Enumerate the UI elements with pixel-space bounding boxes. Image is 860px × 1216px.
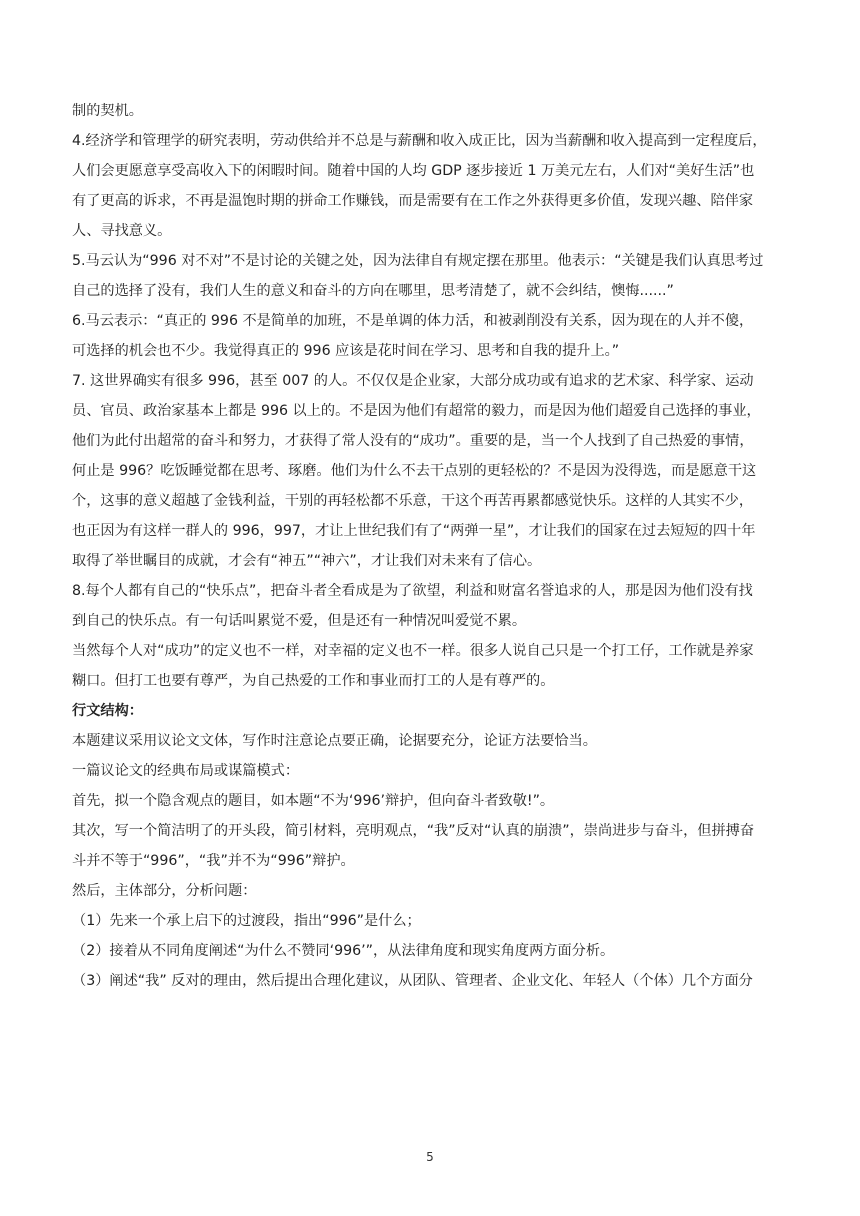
text-line: 制的契机。 [72, 103, 143, 119]
text-line: 也正因为有这样一群人的 996，997，才让上世纪我们有了“两弹一星”，才让我们的国家在过去短短的四十年 [72, 523, 756, 539]
text-line: 6.马云表示：“真正的 996 不是简单的加班，不是单调的体力活，和被剥削没有关系，因为现在的人并不傻， [72, 313, 754, 329]
text-line: 取得了举世瞩目的成就，才会有“神五”“神六”，才让我们对未来有了信心。 [72, 553, 542, 569]
document-body [72, 96, 794, 996]
text-line: 一篇议论文的经典布局或谋篇模式： [72, 763, 300, 779]
text-line: 可选择的机会也不少。我觉得真正的 996 应该是花时间在学习、思考和自我的提升上。” [72, 343, 620, 359]
text-line: 到自己的快乐点。有一句话叫累觉不爱，但是还有一种情况叫爱觉不累。 [72, 613, 527, 629]
text-line: 当然每个人对“成功”的定义也不一样，对幸福的定义也不一样。很多人说自己只是一个打工仔，工作就是养家 [72, 643, 754, 659]
text-line: 糊口。但打工也要有尊严，为自己热爱的工作和事业而打工的人是有尊严的。 [72, 673, 555, 689]
text-line: 4.经济学和管理学的研究表明，劳动供给并不总是与薪酬和收入成正比，因为当薪酬和收入提高到一定程度后， [72, 133, 767, 149]
text-line: 人们会更愿意享受高收入下的闲暇时间。随着中国的人均 GDP 逐步接近 1 万美元左右，人们对“美好生活”也 [72, 163, 755, 179]
text-line: 有了更高的诉求，不再是温饱时期的拼命工作赚钱，而是需要有在工作之外获得更多价值，发现兴趣、陪伴家 [72, 193, 754, 209]
text-line: 自己的选择了没有，我们人生的意义和奋斗的方向在哪里，思考清楚了，就不会纠结，懊悔......” [72, 283, 674, 299]
section-heading: 行文结构： [72, 703, 143, 719]
text-line: 然后，主体部分，分析问题： [72, 883, 257, 899]
text-line: 8.每个人都有自己的“快乐点”，把奋斗者全看成是为了欲望，利益和财富名誉追求的人，那是因为他们没有找 [72, 583, 753, 599]
page-number: 5 [426, 1150, 434, 1164]
text-line: 何止是 996？吃饭睡觉都在思考、琢磨。他们为什么不去干点别的更轻松的？不是因为没得选，而是愿意干这 [72, 463, 757, 479]
text-line: （2）接着从不同角度阐述“为什么不赞同‘996’”，从法律角度和现实角度两方面分析。 [72, 943, 615, 959]
text-line: 5.马云认为“996 对不对”不是讨论的关键之处，因为法律自有规定摆在那里。他表示：“关键是我们认真思考过 [72, 253, 764, 269]
text-line: 首先，拟一个隐含观点的题目，如本题“不为‘996’辩护，但向奋斗者致敬!”。 [72, 793, 555, 809]
text-line: 其次，写一个简洁明了的开头段，简引材料，亮明观点，“我”反对“认真的崩溃”，崇尚进步与奋斗，但拼搏奋 [72, 823, 755, 839]
text-line: 本题建议采用议论文文体，写作时注意论点要正确，论据要充分，论证方法要恰当。 [72, 733, 597, 749]
text-line: （1）先来一个承上启下的过渡段，指出“996”是什么； [72, 913, 421, 929]
text-line: （3）阐述“我” 反对的理由，然后提出合理化建议，从团队、管理者、企业文化、年轻人（个体）几个方面分 [72, 973, 753, 989]
text-line: 他们为此付出超常的奋斗和努力，才获得了常人没有的“成功”。重要的是，当一个人找到了自己热爱的事情， [72, 433, 754, 449]
text-line: 个，这事的意义超越了金钱利益，干别的再轻松都不乐意，干这个再苦再累都感觉快乐。这样的人其实不少， [72, 493, 754, 509]
text-line: 人、寻找意义。 [72, 223, 172, 239]
text-line: 员、官员、政治家基本上都是 996 以上的。不是因为他们有超常的毅力，而是因为他们超爱自己选择的事业， [72, 403, 761, 419]
text-line: 斗并不等于“996”，“我”并不为“996”辩护。 [72, 853, 355, 869]
text-line: 7. 这世界确实有很多 996，甚至 007 的人。不仅仅是企业家，大部分成功或有追求的艺术家、科学家、运动 [72, 373, 754, 389]
